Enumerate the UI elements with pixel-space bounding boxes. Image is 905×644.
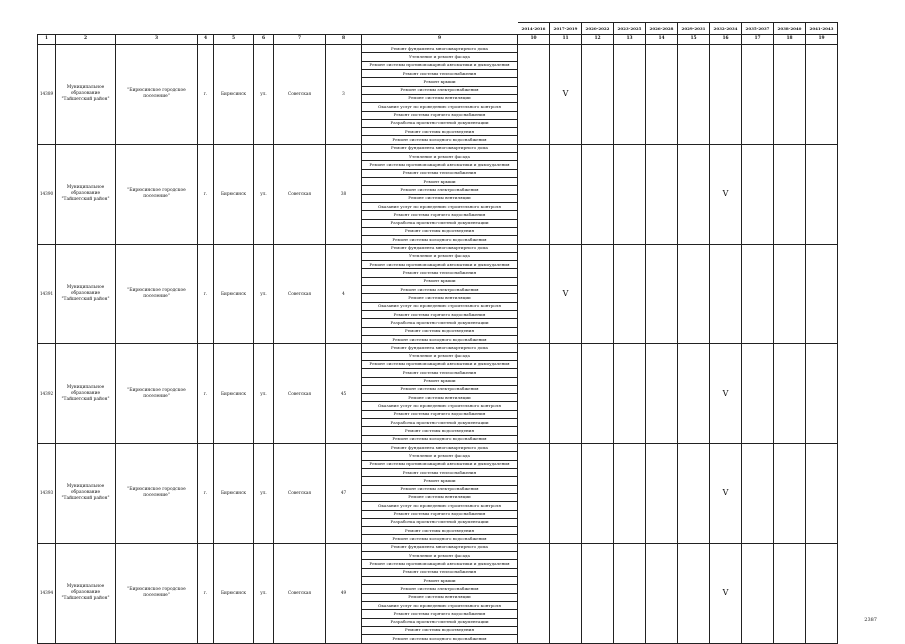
period-cell: [646, 543, 678, 643]
work-item: Ремонт системы горячего водоснабжения: [362, 111, 518, 119]
period-cell: [710, 45, 742, 145]
period-cell: [614, 244, 646, 344]
period-cell: [806, 444, 838, 544]
street: Советская: [274, 244, 326, 344]
period-mark: V: [550, 244, 582, 344]
table-row: [38, 444, 838, 452]
column-number: 11: [550, 35, 582, 45]
work-item: Ремонт системы горячего водоснабжения: [362, 211, 518, 219]
work-item: Оказание услуг по проведению строительного контроля: [362, 103, 518, 111]
locality-type: г.: [198, 344, 214, 444]
street-type: ул.: [254, 45, 274, 145]
period-header-row: [38, 23, 838, 35]
header-blank-cell: [198, 23, 214, 35]
table-row: [38, 344, 838, 352]
period-cell: [518, 444, 550, 544]
street: Советская: [274, 344, 326, 444]
settlement: "Бирюсинское городское поселение": [116, 543, 198, 643]
work-item: Утепление и ремонт фасада: [362, 252, 518, 260]
page-number: 2387: [864, 617, 877, 623]
entry-id: 14392: [38, 344, 56, 444]
period-header: 2014-2016: [518, 23, 550, 35]
municipality: Муниципальное образование "Тайшетский район": [56, 244, 116, 344]
settlement: "Бирюсинское городское поселение": [116, 244, 198, 344]
work-item: Ремонт системы электроснабжения: [362, 186, 518, 194]
work-item: Оказание услуг по проведению строительного контроля: [362, 402, 518, 410]
work-item: Оказание услуг по проведению строительного контроля: [362, 601, 518, 609]
entry-id: 14389: [38, 45, 56, 145]
period-cell: [742, 344, 774, 444]
entry-id: 14391: [38, 244, 56, 344]
period-cell: [678, 244, 710, 344]
locality: Бирюсинск: [214, 144, 254, 244]
locality-type: г.: [198, 45, 214, 145]
work-item: Утепление и ремонт фасада: [362, 552, 518, 560]
period-cell: [646, 244, 678, 344]
locality-type: г.: [198, 144, 214, 244]
period-header: 2041-2043: [806, 23, 838, 35]
municipality: Муниципальное образование "Тайшетский район": [56, 144, 116, 244]
work-item: Ремонт системы холодного водоснабжения: [362, 435, 518, 443]
period-cell: [518, 543, 550, 643]
period-mark: V: [710, 144, 742, 244]
work-item: Ремонт системы холодного водоснабжения: [362, 335, 518, 343]
work-item: Ремонт крыши: [362, 377, 518, 385]
header-blank-cell: [362, 23, 518, 35]
period-header: 2017-2019: [550, 23, 582, 35]
work-item: Ремонт системы электроснабжения: [362, 86, 518, 94]
house-number: 38: [326, 144, 362, 244]
period-cell: [806, 45, 838, 145]
table-body: [38, 45, 838, 644]
header-blank-cell: [116, 23, 198, 35]
street: Советская: [274, 444, 326, 544]
period-cell: [774, 444, 806, 544]
work-item: Ремонт системы вентиляции: [362, 94, 518, 102]
period-header: 2020-2022: [582, 23, 614, 35]
column-number: 16: [710, 35, 742, 45]
house-number: 3: [326, 45, 362, 145]
work-item: Разработка проектно-сметной документации: [362, 119, 518, 127]
column-number: 2: [56, 35, 116, 45]
column-number: 5: [214, 35, 254, 45]
work-item: Ремонт фундамента многоквартирного дома: [362, 344, 518, 352]
work-item: Ремонт фундамента многоквартирного дома: [362, 543, 518, 551]
header-blank-cell: [274, 23, 326, 35]
column-number: 19: [806, 35, 838, 45]
period-cell: [614, 344, 646, 444]
column-number: 10: [518, 35, 550, 45]
street-type: ул.: [254, 244, 274, 344]
work-item: Ремонт системы холодного водоснабжения: [362, 236, 518, 244]
work-item: Разработка проектно-сметной документации: [362, 518, 518, 526]
period-cell: [678, 444, 710, 544]
house-number: 45: [326, 344, 362, 444]
column-number: 14: [646, 35, 678, 45]
repair-schedule-table: [37, 22, 838, 644]
work-item: Ремонт крыши: [362, 78, 518, 86]
settlement: "Бирюсинское городское поселение": [116, 344, 198, 444]
period-mark: V: [710, 543, 742, 643]
work-item: Утепление и ремонт фасада: [362, 153, 518, 161]
work-item: Ремонт системы вентиляции: [362, 394, 518, 402]
period-cell: [678, 45, 710, 145]
column-number: 18: [774, 35, 806, 45]
work-item: Ремонт системы теплоснабжения: [362, 269, 518, 277]
work-item: Ремонт системы теплоснабжения: [362, 468, 518, 476]
period-cell: [582, 344, 614, 444]
period-mark: V: [710, 444, 742, 544]
period-cell: [550, 543, 582, 643]
work-item: Ремонт системы электроснабжения: [362, 286, 518, 294]
period-cell: [518, 144, 550, 244]
period-cell: [646, 144, 678, 244]
table-row: [38, 543, 838, 551]
work-item: Ремонт фундамента многоквартирного дома: [362, 45, 518, 53]
period-cell: [806, 144, 838, 244]
period-cell: [582, 543, 614, 643]
work-item: Ремонт системы холодного водоснабжения: [362, 635, 518, 643]
column-number: 3: [116, 35, 198, 45]
work-item: Ремонт системы теплоснабжения: [362, 369, 518, 377]
work-item: Ремонт системы холодного водоснабжения: [362, 535, 518, 543]
period-cell: [614, 543, 646, 643]
locality-type: г.: [198, 244, 214, 344]
column-number: 4: [198, 35, 214, 45]
period-cell: [646, 444, 678, 544]
work-item: Ремонт системы горячего водоснабжения: [362, 610, 518, 618]
work-item: Ремонт фундамента многоквартирного дома: [362, 144, 518, 152]
street-type: ул.: [254, 444, 274, 544]
work-item: Ремонт системы противопожарной автоматики и дымоудаления: [362, 61, 518, 69]
period-cell: [742, 543, 774, 643]
period-cell: [646, 45, 678, 145]
work-item: Ремонт системы горячего водоснабжения: [362, 311, 518, 319]
period-cell: [774, 344, 806, 444]
municipality: Муниципальное образование "Тайшетский район": [56, 543, 116, 643]
work-item: Ремонт крыши: [362, 178, 518, 186]
period-cell: [742, 45, 774, 145]
work-item: Ремонт системы электроснабжения: [362, 385, 518, 393]
work-item: Разработка проектно-сметной документации: [362, 319, 518, 327]
period-mark: V: [710, 344, 742, 444]
street-type: ул.: [254, 144, 274, 244]
settlement: "Бирюсинское городское поселение": [116, 444, 198, 544]
period-cell: [646, 344, 678, 444]
period-cell: [742, 444, 774, 544]
house-number: 49: [326, 543, 362, 643]
work-item: Ремонт системы противопожарной автоматики и дымоудаления: [362, 261, 518, 269]
work-item: Разработка проектно-сметной документации: [362, 618, 518, 626]
locality-type: г.: [198, 444, 214, 544]
municipality: Муниципальное образование "Тайшетский район": [56, 444, 116, 544]
period-cell: [518, 244, 550, 344]
work-item: Утепление и ремонт фасада: [362, 53, 518, 61]
period-cell: [774, 244, 806, 344]
locality: Бирюсинск: [214, 45, 254, 145]
period-cell: [710, 244, 742, 344]
column-number: 17: [742, 35, 774, 45]
header-blank-cell: [326, 23, 362, 35]
work-item: Ремонт крыши: [362, 577, 518, 585]
work-item: Ремонт системы электроснабжения: [362, 485, 518, 493]
locality: Бирюсинск: [214, 444, 254, 544]
work-item: Ремонт системы горячего водоснабжения: [362, 510, 518, 518]
column-number: 8: [326, 35, 362, 45]
column-number: 13: [614, 35, 646, 45]
work-item: Ремонт фундамента многоквартирного дома: [362, 244, 518, 252]
work-item: Утепление и ремонт фасада: [362, 352, 518, 360]
work-item: Ремонт системы горячего водоснабжения: [362, 410, 518, 418]
period-cell: [518, 45, 550, 145]
period-cell: [806, 344, 838, 444]
table-row: [38, 144, 838, 152]
period-header: 2029-2031: [678, 23, 710, 35]
period-cell: [806, 244, 838, 344]
period-header: 2038-2040: [774, 23, 806, 35]
period-cell: [582, 45, 614, 145]
work-item: Оказание услуг по проведению строительного контроля: [362, 202, 518, 210]
work-item: Оказание услуг по проведению строительного контроля: [362, 302, 518, 310]
period-cell: [774, 45, 806, 145]
street: Советская: [274, 543, 326, 643]
street: Советская: [274, 144, 326, 244]
period-cell: [614, 45, 646, 145]
table-row: [38, 244, 838, 252]
period-cell: [678, 543, 710, 643]
header-blank-cell: [214, 23, 254, 35]
period-cell: [614, 144, 646, 244]
work-item: Ремонт системы водоотведения: [362, 427, 518, 435]
column-number: 6: [254, 35, 274, 45]
period-cell: [550, 444, 582, 544]
period-mark: V: [550, 45, 582, 145]
period-cell: [742, 244, 774, 344]
work-item: Ремонт системы противопожарной автоматики и дымоудаления: [362, 560, 518, 568]
work-item: Ремонт системы водоотведения: [362, 327, 518, 335]
period-header: 2023-2025: [614, 23, 646, 35]
work-item: Оказание услуг по проведению строительного контроля: [362, 502, 518, 510]
period-cell: [582, 144, 614, 244]
period-header: 2032-2034: [710, 23, 742, 35]
work-item: Ремонт системы противопожарной автоматики и дымоудаления: [362, 161, 518, 169]
column-number: 12: [582, 35, 614, 45]
period-cell: [550, 344, 582, 444]
work-item: Ремонт системы водоотведения: [362, 626, 518, 634]
work-item: Ремонт системы вентиляции: [362, 493, 518, 501]
entry-id: 14393: [38, 444, 56, 544]
column-number: 7: [274, 35, 326, 45]
work-item: Ремонт системы теплоснабжения: [362, 69, 518, 77]
table-row: [38, 45, 838, 53]
period-cell: [678, 144, 710, 244]
work-item: Ремонт системы вентиляции: [362, 194, 518, 202]
work-item: Разработка проектно-сметной документации: [362, 419, 518, 427]
street-type: ул.: [254, 344, 274, 444]
work-item: Ремонт крыши: [362, 277, 518, 285]
period-cell: [774, 144, 806, 244]
period-cell: [678, 344, 710, 444]
column-number: 15: [678, 35, 710, 45]
work-item: Ремонт крыши: [362, 477, 518, 485]
street: Советская: [274, 45, 326, 145]
locality: Бирюсинск: [214, 244, 254, 344]
work-item: Ремонт системы водоотведения: [362, 128, 518, 136]
work-item: Ремонт системы противопожарной автоматики и дымоудаления: [362, 460, 518, 468]
work-item: Ремонт фундамента многоквартирного дома: [362, 444, 518, 452]
locality-type: г.: [198, 543, 214, 643]
column-number-row: [38, 35, 838, 45]
period-header: 2035-2037: [742, 23, 774, 35]
work-item: Ремонт системы противопожарной автоматики и дымоудаления: [362, 360, 518, 368]
header-blank-cell: [56, 23, 116, 35]
period-cell: [774, 543, 806, 643]
entry-id: 14394: [38, 543, 56, 643]
period-cell: [518, 344, 550, 444]
street-type: ул.: [254, 543, 274, 643]
work-item: Ремонт системы теплоснабжения: [362, 169, 518, 177]
work-item: Утепление и ремонт фасада: [362, 452, 518, 460]
work-item: Разработка проектно-сметной документации: [362, 219, 518, 227]
settlement: "Бирюсинское городское поселение": [116, 144, 198, 244]
header-blank-cell: [38, 23, 56, 35]
period-cell: [614, 444, 646, 544]
work-item: Ремонт системы водоотведения: [362, 227, 518, 235]
work-item: Ремонт системы холодного водоснабжения: [362, 136, 518, 144]
municipality: Муниципальное образование "Тайшетский район": [56, 45, 116, 145]
period-header: 2026-2028: [646, 23, 678, 35]
period-cell: [742, 144, 774, 244]
municipality: Муниципальное образование "Тайшетский район": [56, 344, 116, 444]
column-number: 9: [362, 35, 518, 45]
column-number: 1: [38, 35, 56, 45]
house-number: 4: [326, 244, 362, 344]
entry-id: 14390: [38, 144, 56, 244]
work-item: Ремонт системы теплоснабжения: [362, 568, 518, 576]
work-item: Ремонт системы водоотведения: [362, 527, 518, 535]
settlement: "Бирюсинское городское поселение": [116, 45, 198, 145]
locality: Бирюсинск: [214, 543, 254, 643]
period-cell: [806, 543, 838, 643]
locality: Бирюсинск: [214, 344, 254, 444]
work-item: Ремонт системы вентиляции: [362, 294, 518, 302]
period-cell: [550, 144, 582, 244]
period-cell: [582, 444, 614, 544]
work-item: Ремонт системы электроснабжения: [362, 585, 518, 593]
work-item: Ремонт системы вентиляции: [362, 593, 518, 601]
period-cell: [582, 244, 614, 344]
house-number: 47: [326, 444, 362, 544]
header-blank-cell: [254, 23, 274, 35]
